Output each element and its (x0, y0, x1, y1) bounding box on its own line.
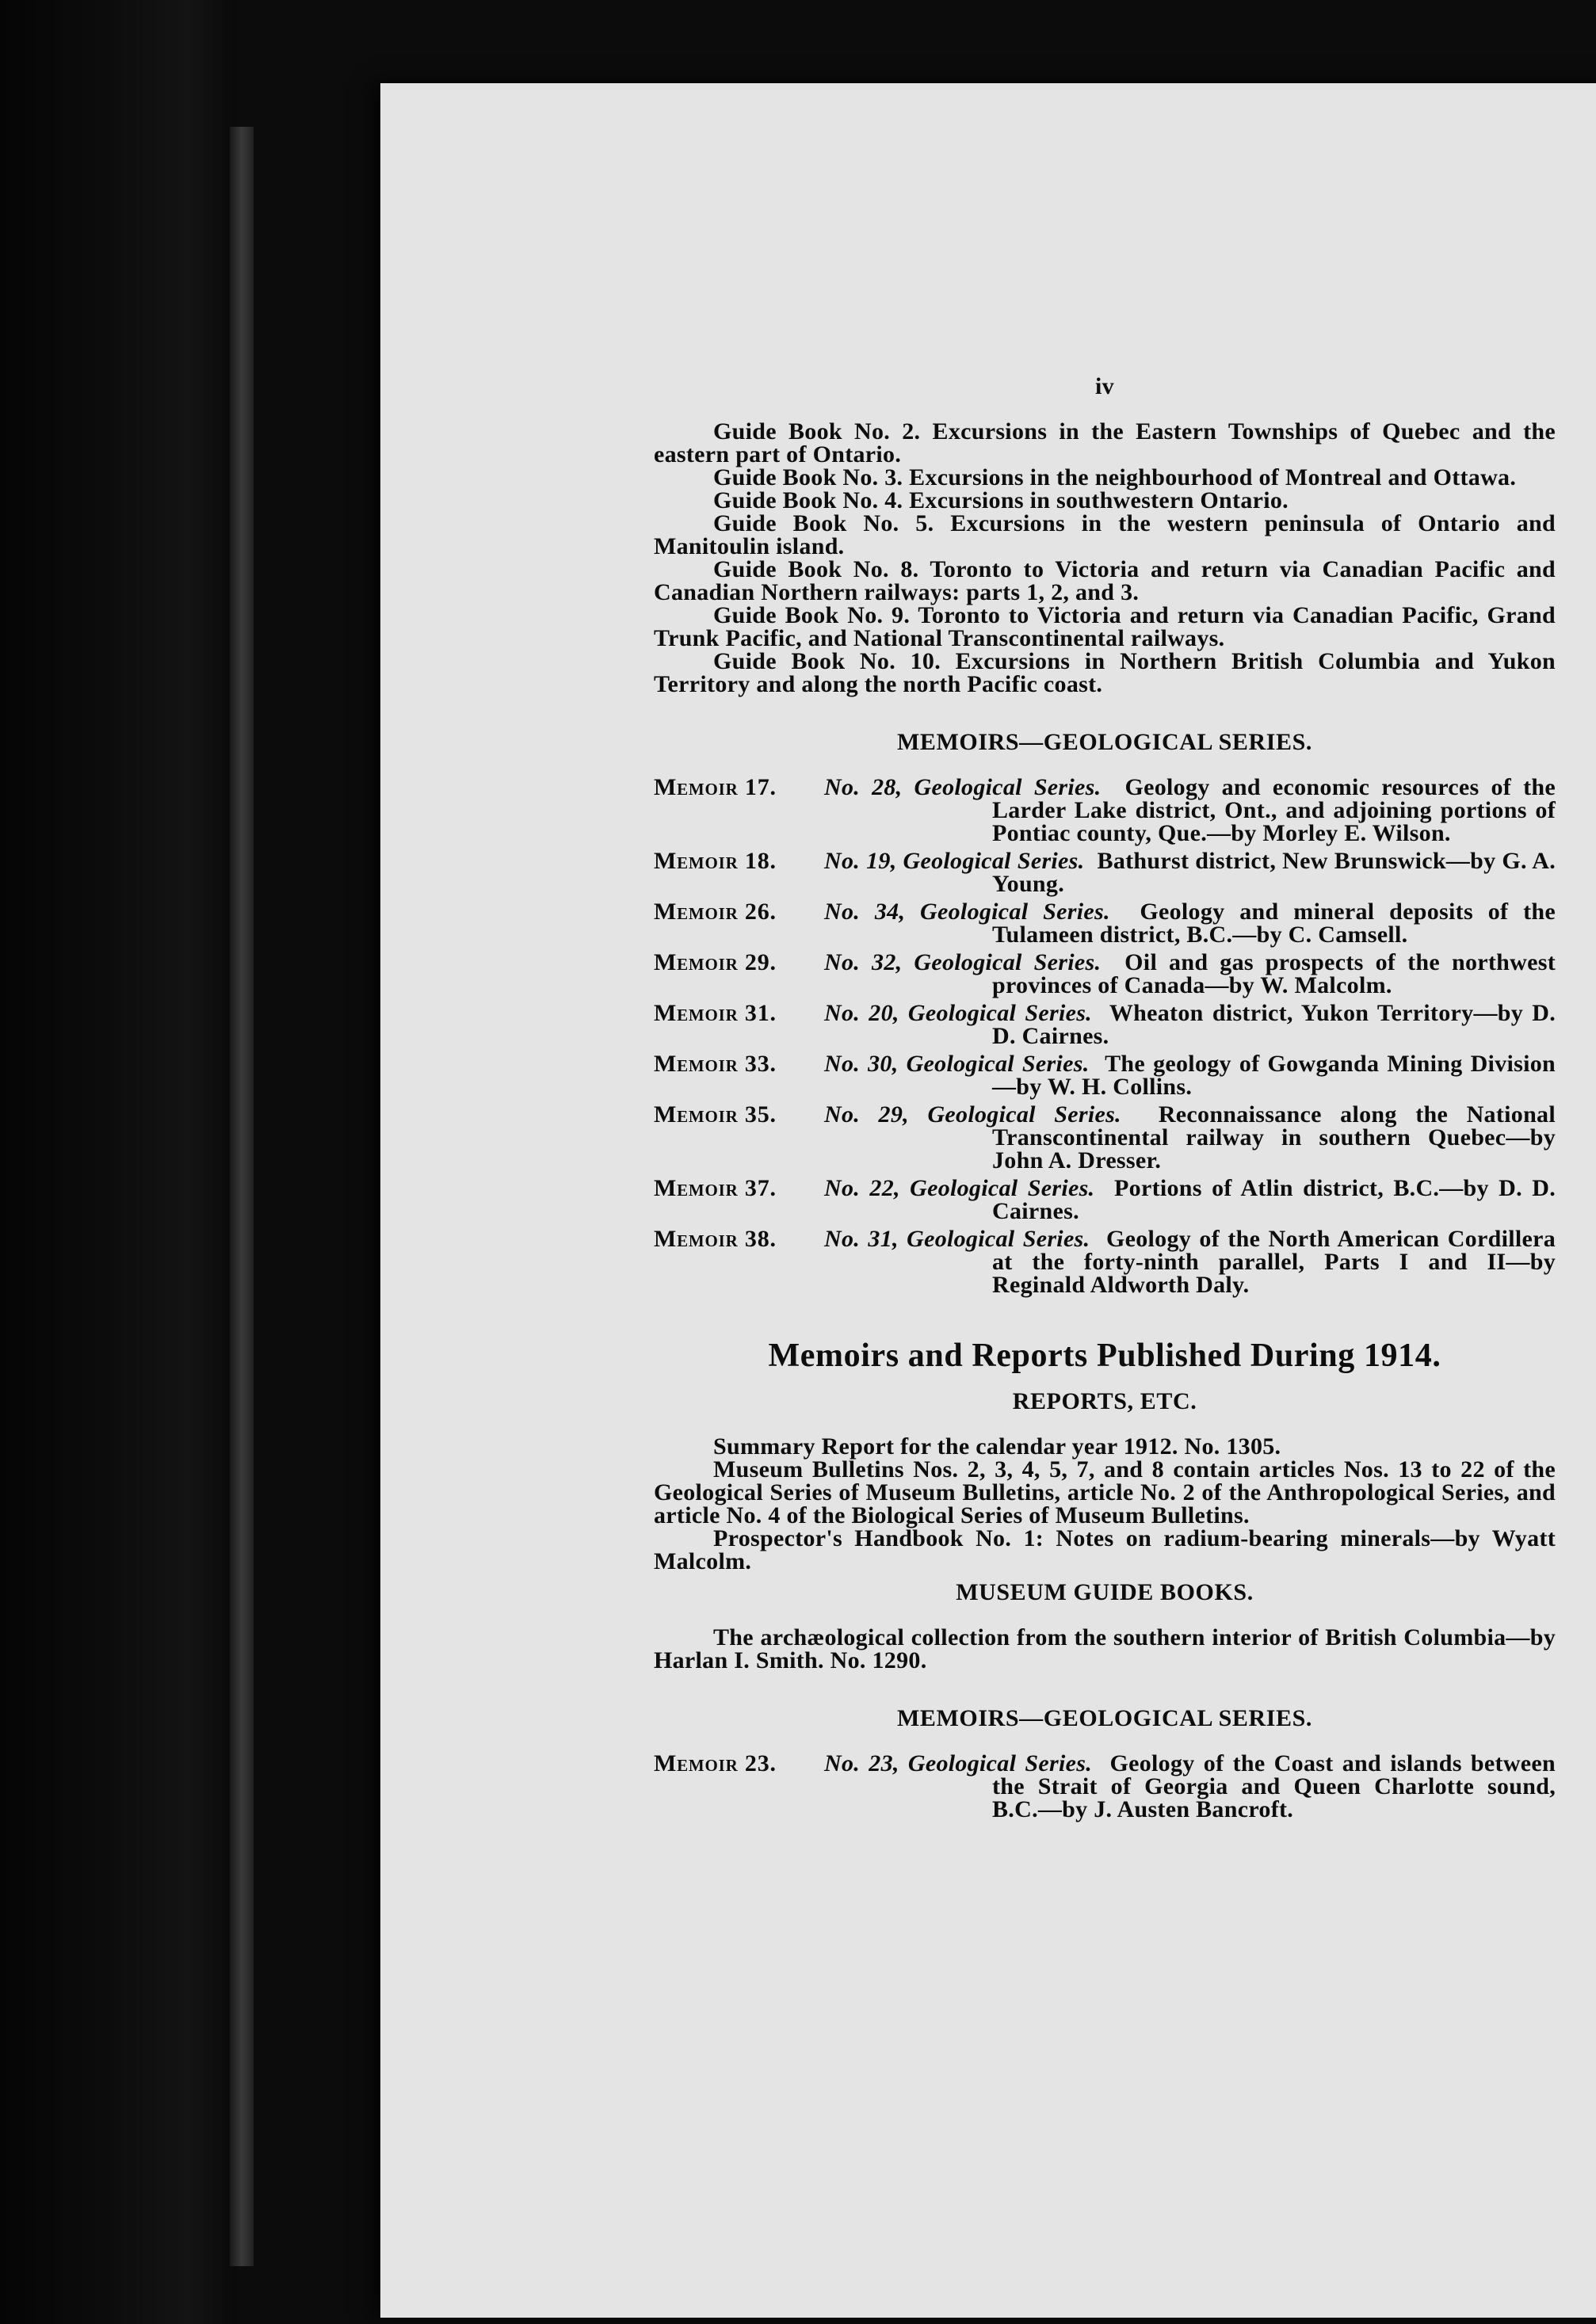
memoir-label: Memoir 29. (654, 949, 777, 975)
document-page (380, 83, 1596, 2318)
guide-book-entry: Guide Book No. 8. Toronto to Victoria and return via Canadian Pacific and Canadian Northern railways: parts 1, 2, and 3. (654, 556, 1556, 605)
memoir-label: Memoir 33. (654, 1051, 777, 1077)
memoir-text: The geology of Gowganda Mining Division—by W. H. Collins. (992, 1051, 1556, 1100)
memoir-label: Memoir 31. (654, 1000, 777, 1026)
memoir-text: Geology of the North American Cordillera at the forty-ninth parallel, Parts I and II—by Reginald Aldworth Daly. (992, 1226, 1556, 1298)
memoir-text: Geology and mineral deposits of the Tulameen district, B.C.—by C. Camsell. (992, 899, 1556, 948)
series-number: No. 31, Geological Series. (824, 1226, 1090, 1252)
memoir-entry (654, 1103, 1556, 1172)
memoir-text: Oil and gas prospects of the northwest provinces of Canada—by W. Malcolm. (992, 949, 1556, 998)
memoir-body (824, 1052, 1556, 1098)
memoir-entry (654, 1752, 1556, 1821)
guide-book-entry: Guide Book No. 9. Toronto to Victoria and return via Canadian Pacific, Grand Trunk Pacific, and National Transcontinental railways. (654, 602, 1556, 651)
memoir-list (654, 776, 1556, 1296)
memoir-list-2 (654, 1752, 1556, 1821)
memoir-text: Portions of Atlin district, B.C.—by D. D. Cairnes. (992, 1175, 1556, 1224)
memoir-label: Memoir 18. (654, 848, 777, 874)
book-spine (0, 0, 238, 2324)
memoirs-heading: MEMOIRS—GEOLOGICAL SERIES. (896, 729, 1313, 755)
series-number: No. 23, Geological Series. (824, 1750, 1093, 1776)
memoir-entry (654, 849, 1556, 895)
guide-book-entry: Guide Book No. 5. Excursions in the western peninsula of Ontario and Manitoulin island. (654, 510, 1556, 559)
reports-list (654, 1435, 1556, 1573)
page-content (654, 375, 1556, 1826)
guide-book-entry: Guide Book No. 3. Excursions in the neighbourhood of Montreal and Ottawa. (713, 464, 1517, 490)
memoir-label: Memoir 26. (654, 899, 777, 925)
memoir-body (824, 900, 1556, 946)
memoir-body (824, 1103, 1556, 1172)
memoir-text: Bathurst district, New Brunswick—by G. A. Young. (992, 848, 1556, 897)
memoir-entry (654, 1177, 1556, 1223)
guide-book-entry: Guide Book No. 4. Excursions in southwestern Ontario. (713, 487, 1289, 513)
memoir-label: Memoir 37. (654, 1175, 777, 1201)
memoir-body (824, 951, 1556, 997)
memoir-label: Memoir 35. (654, 1101, 777, 1128)
page-number: iv (1095, 373, 1114, 399)
guide-book-list (654, 420, 1556, 696)
page-stack-edge (230, 127, 254, 2266)
museum-guide-entry: The archæological collection from the southern interior of British Columbia—by Harlan I. Smith. No. 1290. (654, 1624, 1556, 1673)
series-number: No. 34, Geological Series. (824, 899, 1110, 925)
series-number: No. 19, Geological Series. (824, 848, 1085, 874)
report-entry: Museum Bulletins Nos. 2, 3, 4, 5, 7, and 8 contain articles Nos. 13 to 22 of the Geological Series of Museum Bulletins, article No. 2 of the Anthropological Series, and article No. 4 of the Biological Series of Museum Bulletins. (654, 1456, 1556, 1528)
series-number: No. 20, Geological Series. (824, 1000, 1092, 1026)
museum-guide-heading: MUSEUM GUIDE BOOKS. (956, 1579, 1254, 1605)
memoir-body (824, 1227, 1556, 1296)
series-number: No. 29, Geological Series. (824, 1101, 1121, 1128)
memoir-label: Memoir 23. (654, 1750, 777, 1776)
memoir-body (824, 849, 1556, 895)
memoir-text: Geology and economic resources of the Larder Lake district, Ont., and adjoining portions of Pontiac county, Que.—by Morley E. Wilson. (992, 774, 1556, 846)
reports-heading: REPORTS, ETC. (1012, 1388, 1197, 1414)
memoirs-heading-2: MEMOIRS—GEOLOGICAL SERIES. (896, 1705, 1313, 1731)
memoir-entry (654, 951, 1556, 997)
memoir-label: Memoir 17. (654, 774, 777, 800)
memoir-entry (654, 776, 1556, 845)
memoir-text: Wheaton district, Yukon Territory—by D. D. Cairnes. (992, 1000, 1556, 1049)
main-heading: Memoirs and Reports Published During 1914. (768, 1338, 1441, 1374)
memoir-entry (654, 900, 1556, 946)
series-number: No. 30, Geological Series. (824, 1051, 1090, 1077)
memoir-body (824, 1177, 1556, 1223)
guide-book-entry: Guide Book No. 10. Excursions in Northern British Columbia and Yukon Territory and along the north Pacific coast. (654, 648, 1556, 697)
memoir-text: Reconnaissance along the National Transcontinental railway in southern Quebec—by John A. Dresser. (992, 1101, 1556, 1173)
report-entry: Summary Report for the calendar year 1912. No. 1305. (713, 1433, 1281, 1460)
memoir-text: Geology of the Coast and islands between the Strait of Georgia and Queen Charlotte sound, B.C.—by J. Austen Bancroft. (992, 1750, 1556, 1822)
guide-book-entry: Guide Book No. 2. Excursions in the Eastern Townships of Quebec and the eastern part of Ontario. (654, 418, 1556, 467)
series-number: No. 28, Geological Series. (824, 774, 1102, 800)
memoir-body (824, 1752, 1556, 1821)
memoir-entry (654, 1227, 1556, 1296)
memoir-body (824, 776, 1556, 845)
memoir-body (824, 1002, 1556, 1048)
memoir-entry (654, 1002, 1556, 1048)
report-entry: Prospector's Handbook No. 1: Notes on radium-bearing minerals—by Wyatt Malcolm. (654, 1525, 1556, 1574)
memoir-entry (654, 1052, 1556, 1098)
series-number: No. 22, Geological Series. (824, 1175, 1095, 1201)
series-number: No. 32, Geological Series. (824, 949, 1102, 975)
memoir-label: Memoir 38. (654, 1226, 777, 1252)
